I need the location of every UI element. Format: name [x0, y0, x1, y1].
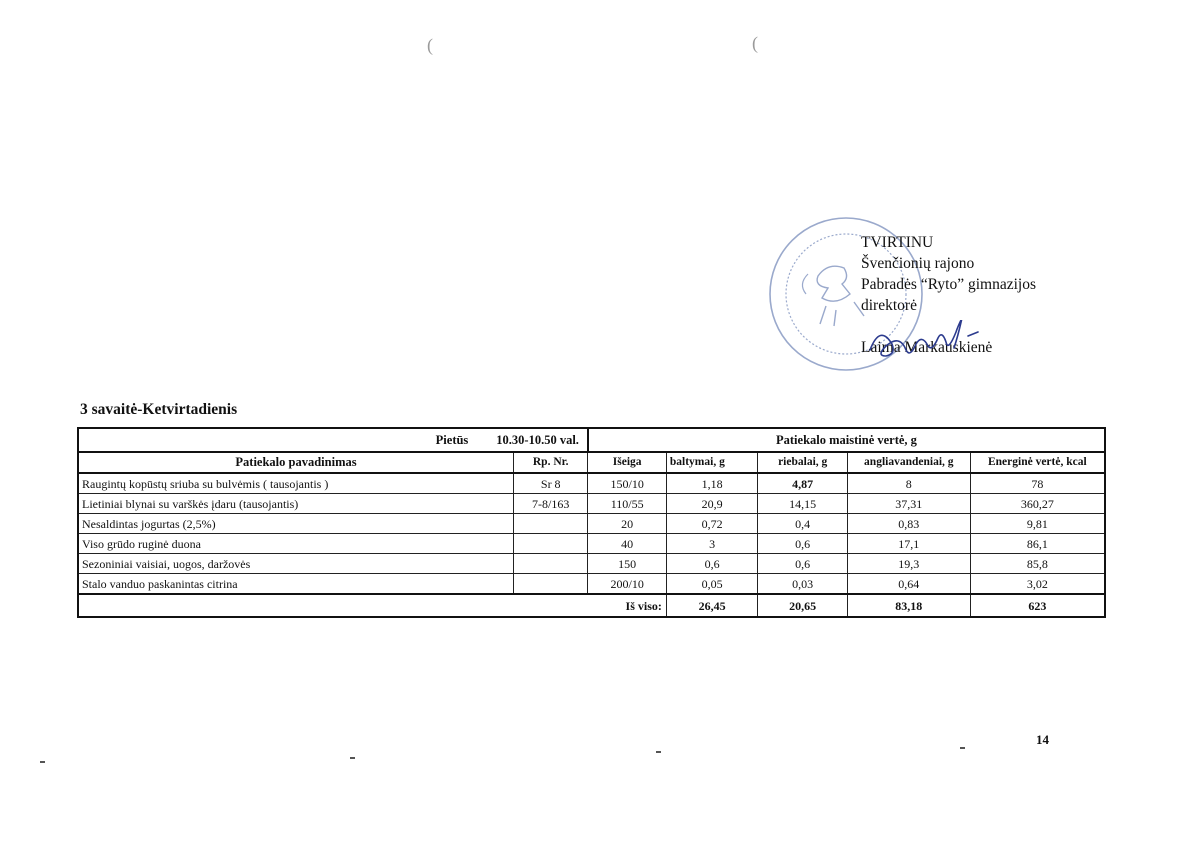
recipe-number — [514, 534, 588, 554]
dish-name: Lietiniai blynai su varškės įdaru (tausojantis) — [78, 494, 514, 514]
recipe-number: 7-8/163 — [514, 494, 588, 514]
table-row — [78, 473, 1105, 494]
table-header-row-1 — [78, 428, 1105, 452]
energy-value: 9,81 — [970, 514, 1105, 534]
recipe-number — [514, 514, 588, 534]
table-row — [78, 574, 1105, 595]
dish-name: Nesaldintas jogurtas (2,5%) — [78, 514, 514, 534]
approval-title: TVIRTINU — [861, 234, 934, 251]
scan-dash — [960, 747, 965, 749]
energy-value: 3,02 — [970, 574, 1105, 595]
yield-value: 200/10 — [588, 574, 666, 595]
table-row — [78, 554, 1105, 574]
dish-name: Raugintų kopūstų sriuba su bulvėmis ( tausojantis ) — [78, 473, 514, 494]
yield-value: 110/55 — [588, 494, 666, 514]
menu-table — [77, 427, 1106, 618]
approval-signatory: Laima Markauskienė — [861, 339, 993, 356]
energy-value: 360,27 — [970, 494, 1105, 514]
yield-value: 40 — [588, 534, 666, 554]
table-row — [78, 534, 1105, 554]
protein-value: 1,18 — [666, 473, 758, 494]
carbs-value: 8 — [847, 473, 970, 494]
energy-value: 86,1 — [970, 534, 1105, 554]
recipe-number: Sr 8 — [514, 473, 588, 494]
fat-value: 0,6 — [758, 554, 848, 574]
approval-position: direktorė — [861, 297, 917, 314]
total-fat: 20,65 — [758, 594, 848, 617]
total-protein: 26,45 — [666, 594, 758, 617]
approval-school: Pabradės “Ryto” gimnazijos — [861, 276, 1037, 293]
nutrition-header: Patiekalo maistinė vertė, g — [588, 428, 1105, 452]
energy-value: 85,8 — [970, 554, 1105, 574]
fat-value: 4,87 — [758, 473, 848, 494]
dish-name: Sezoniniai vaisiai, uogos, daržovės — [78, 554, 514, 574]
column-header-protein: baltymai, g — [666, 452, 758, 473]
fat-value: 0,03 — [758, 574, 848, 595]
yield-value: 20 — [588, 514, 666, 534]
recipe-number — [514, 574, 588, 595]
meal-time: 10.30-10.50 val. — [496, 432, 579, 447]
column-header-energy: Energinė vertė, kcal — [970, 452, 1105, 473]
meal-header — [78, 428, 588, 452]
protein-value: 0,05 — [666, 574, 758, 595]
approval-municipality: Švenčionių rajono — [861, 255, 975, 272]
column-header-fat: riebalai, g — [758, 452, 848, 473]
protein-value: 3 — [666, 534, 758, 554]
scan-dash — [350, 757, 355, 759]
column-header-carbs: angliavandeniai, g — [847, 452, 970, 473]
carbs-value: 37,31 — [847, 494, 970, 514]
meal-label: Pietūs — [435, 432, 469, 447]
scan-artifact-left: ( — [427, 35, 433, 55]
page-number: 14 — [1036, 732, 1049, 747]
total-row — [78, 594, 1105, 617]
carbs-value: 19,3 — [847, 554, 970, 574]
protein-value: 0,6 — [666, 554, 758, 574]
column-header-name: Patiekalo pavadinimas — [78, 452, 514, 473]
scan-artifact-right: ( — [752, 33, 758, 53]
scan-dash — [40, 761, 45, 763]
protein-value: 0,72 — [666, 514, 758, 534]
total-energy: 623 — [970, 594, 1105, 617]
yield-value: 150/10 — [588, 473, 666, 494]
carbs-value: 0,83 — [847, 514, 970, 534]
column-header-recipe: Rp. Nr. — [514, 452, 588, 473]
scan-dash — [656, 751, 661, 753]
total-carbs: 83,18 — [847, 594, 970, 617]
protein-value: 20,9 — [666, 494, 758, 514]
yield-value: 150 — [588, 554, 666, 574]
fat-value: 0,6 — [758, 534, 848, 554]
energy-value: 78 — [970, 473, 1105, 494]
fat-value: 14,15 — [758, 494, 848, 514]
dish-name: Viso grūdo ruginė duona — [78, 534, 514, 554]
table-row — [78, 494, 1105, 514]
table-header-row-2 — [78, 452, 1105, 473]
carbs-value: 0,64 — [847, 574, 970, 595]
carbs-value: 17,1 — [847, 534, 970, 554]
fat-value: 0,4 — [758, 514, 848, 534]
total-label: Iš viso: — [78, 594, 666, 617]
table-row — [78, 514, 1105, 534]
week-day-title: 3 savaitė-Ketvirtadienis — [80, 401, 238, 418]
column-header-yield: Išeiga — [588, 452, 666, 473]
signature-graphic — [866, 320, 1006, 362]
dish-name: Stalo vanduo paskanintas citrina — [78, 574, 514, 595]
recipe-number — [514, 554, 588, 574]
